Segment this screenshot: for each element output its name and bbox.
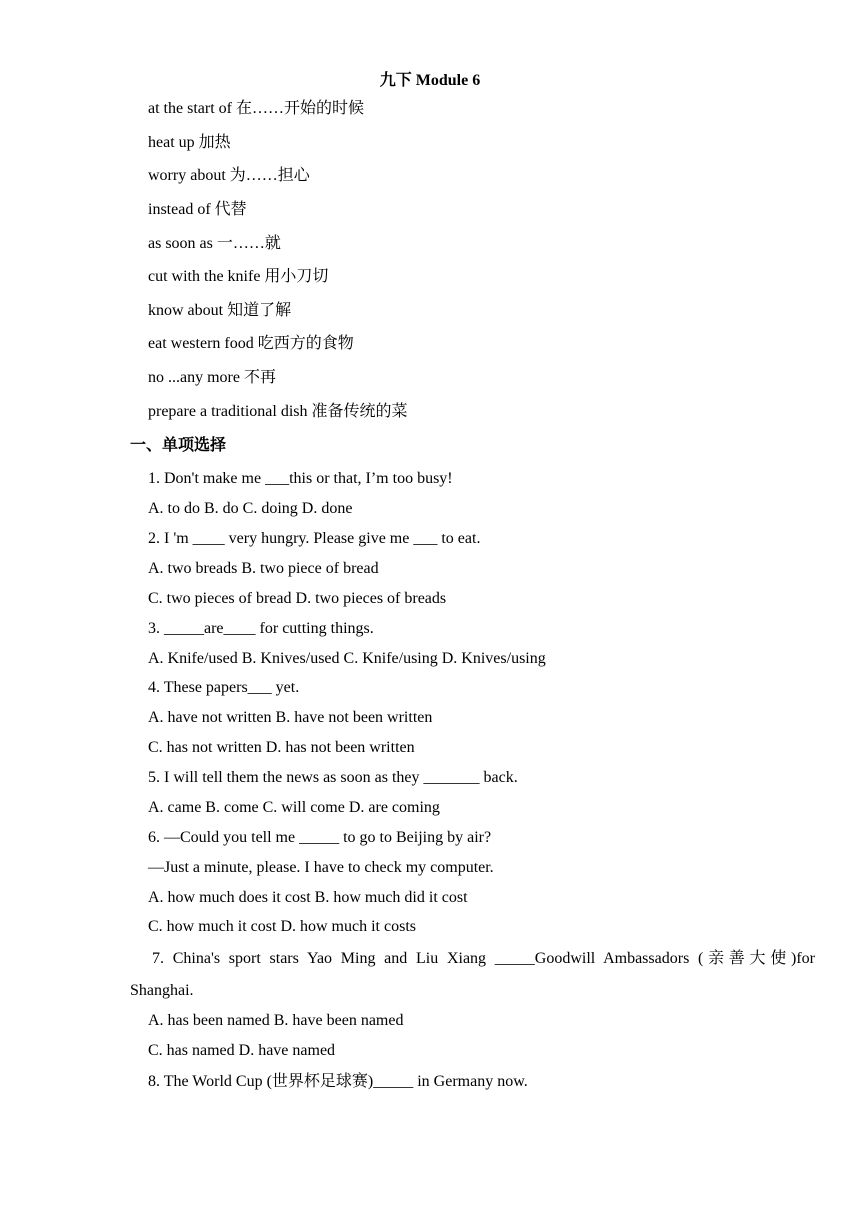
question-2-options-ab: A. two breads B. two piece of bread <box>148 560 379 577</box>
question-7-continued: Shanghai. <box>130 982 194 999</box>
question-3: 3. _____are____ for cutting things. <box>148 620 374 637</box>
question-5-options: A. came B. come C. will come D. are coming <box>148 799 440 816</box>
question-6-options-cd: C. how much it cost D. how much it costs <box>148 918 416 935</box>
question-2: 2. I 'm ____ very hungry. Please give me ___ to eat. <box>148 530 481 547</box>
question-5: 5. I will tell them the news as soon as they _______ back. <box>148 769 518 786</box>
question-7-options-ab: A. has been named B. have been named <box>148 1012 404 1029</box>
question-7-options-cd: C. has named D. have named <box>148 1042 336 1059</box>
phrase-item: know about 知道了解 <box>148 302 292 319</box>
phrase-item: cut with the knife 用小刀切 <box>148 268 329 285</box>
question-1-options: A. to do B. do C. doing D. done <box>148 500 353 517</box>
phrase-item: heat up 加热 <box>148 134 231 151</box>
phrase-item: prepare a traditional dish 准备传统的菜 <box>148 403 408 420</box>
phrase-item: at the start of 在……开始的时候 <box>148 100 364 117</box>
phrase-item: as soon as 一……就 <box>148 235 281 252</box>
phrase-item: eat western food 吃西方的食物 <box>148 335 354 352</box>
question-3-options: A. Knife/used B. Knives/used C. Knife/using D. Knives/using <box>148 650 546 667</box>
question-6: 6. —Could you tell me _____ to go to Beijing by air? <box>148 829 492 846</box>
question-4-options-ab: A. have not written B. have not been written <box>148 709 433 726</box>
question-6-options-ab: A. how much does it cost B. how much did it cost <box>148 889 468 906</box>
section-heading: 一、单项选择 <box>130 437 227 454</box>
question-4: 4. These papers___ yet. <box>148 679 300 696</box>
question-1: 1. Don't make me ___this or that, I’m too busy! <box>148 470 453 487</box>
phrase-item: worry about 为……担心 <box>148 167 310 184</box>
question-7: 7. China's sport stars Yao Ming and Liu Xiang _____Goodwill Ambassadors (亲善大使)for <box>152 950 815 967</box>
phrase-item: no ...any more 不再 <box>148 369 276 386</box>
question-2-options-cd: C. two pieces of bread D. two pieces of breads <box>148 590 447 607</box>
question-6-reply: —Just a minute, please. I have to check my computer. <box>148 859 494 876</box>
question-4-options-cd: C. has not written D. has not been written <box>148 739 415 756</box>
page-title: 九下 Module 6 <box>379 72 481 89</box>
phrase-item: instead of 代替 <box>148 201 247 218</box>
question-8: 8. The World Cup (世界杯足球赛)_____ in Germany now. <box>148 1073 528 1090</box>
